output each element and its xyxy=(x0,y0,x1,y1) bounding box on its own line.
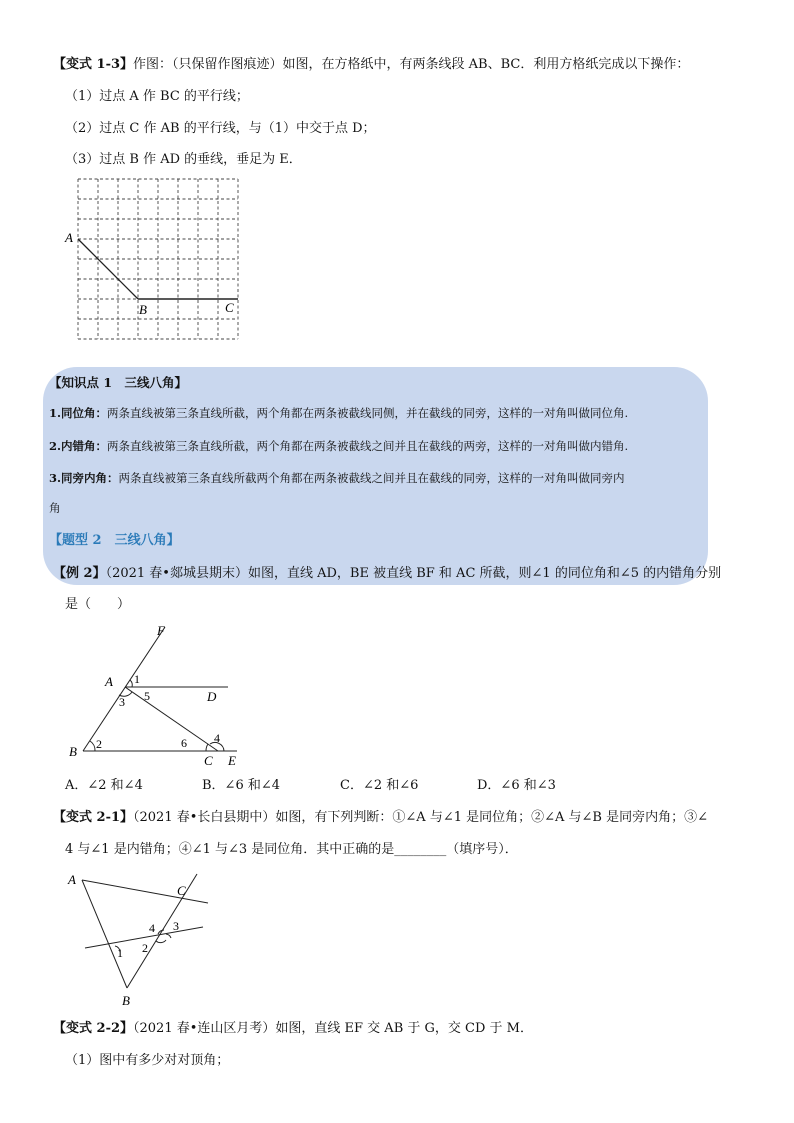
svg-text:C: C xyxy=(177,883,186,898)
svg-text:B: B xyxy=(69,744,77,759)
example-2-cont: 是（ ） xyxy=(65,597,131,612)
svg-text:A: A xyxy=(68,872,76,887)
svg-text:6: 6 xyxy=(181,736,187,750)
label-c: C xyxy=(225,300,234,315)
grid-figure xyxy=(60,175,250,345)
variant-2-2-question: 【变式 2-2】（2021 春•连山区月考）如图，直线 EF 交 AB 于 G，交 CD 于 M． xyxy=(53,1021,533,1036)
svg-text:5: 5 xyxy=(144,689,150,703)
option-b: B．∠6 和∠4 xyxy=(202,778,281,793)
option-a: A．∠2 和∠4 xyxy=(65,778,143,793)
svg-text:F: F xyxy=(157,623,165,638)
label-b: B xyxy=(139,302,147,317)
example-2-question: 【例 2】（2021 春•郯城县期末）如图，直线 AD，BE 被直线 BF 和 AC 所截，则∠1 的同位角和∠5 的内错角分别 xyxy=(53,566,722,581)
svg-text:1: 1 xyxy=(134,672,140,686)
question-text: 作图：（只保留作图痕迹）如图，在方格纸中，有两条线段 AB、BC．利用方格纸完成以下操作： xyxy=(133,57,690,72)
variant-1-3-question xyxy=(53,56,689,74)
variant-2-1-cont: 4 与∠1 是内错角；④∠1 与∠3 是同位角．其中正确的是________（填序号）． xyxy=(65,842,518,857)
step-2: （2）过点 C 作 AB 的平行线，与（1）中交于点 D； xyxy=(65,121,376,136)
svg-text:E: E xyxy=(228,753,236,768)
svg-text:2: 2 xyxy=(96,737,102,751)
svg-text:3: 3 xyxy=(173,919,179,933)
example-2-figure xyxy=(60,620,260,770)
svg-text:3: 3 xyxy=(119,695,125,709)
knowledge-item-3-cont: 角 xyxy=(49,501,61,515)
svg-text:D: D xyxy=(207,689,217,704)
segment-ab xyxy=(78,239,138,299)
svg-text:4: 4 xyxy=(214,731,220,745)
knowledge-item-2: 2.内错角：两条直线被第三条直线所截，两个角都在两条被截线之间并且在截线的两旁，这样的一对角叫做内错角. xyxy=(49,439,629,453)
svg-text:2: 2 xyxy=(142,941,148,955)
step-3: （3）过点 B 作 AD 的垂线，垂足为 E． xyxy=(65,152,302,167)
option-c: C．∠2 和∠6 xyxy=(340,778,419,793)
svg-text:C: C xyxy=(204,753,213,768)
svg-text:B: B xyxy=(122,993,130,1008)
knowledge-item-1: 1.同位角：两条直线被第三条直线所截，两个角都在两条被截线同侧，并在截线的同旁，这样的一对角叫做同位角. xyxy=(49,406,629,420)
variant-tag: 【变式 1-3】 xyxy=(53,57,134,72)
variant-2-2-q1: （1）图中有多少对对顶角； xyxy=(65,1053,230,1068)
knowledge-title: 【知识点 1 三线八角】 xyxy=(49,375,188,390)
svg-text:A: A xyxy=(105,674,113,689)
svg-text:4: 4 xyxy=(149,921,155,935)
label-a: A xyxy=(65,230,73,245)
variant-2-1-figure xyxy=(60,868,230,1013)
type-2-title: 【题型 2 三线八角】 xyxy=(49,533,180,548)
knowledge-item-3: 3.同旁内角：两条直线被第三条直线所截两个角都在两条被截线之间并且在截线的同旁，这样的一对角叫做同旁内 xyxy=(49,471,625,485)
option-d: D．∠6 和∠3 xyxy=(477,778,556,793)
svg-text:1: 1 xyxy=(117,946,123,960)
variant-2-1-question: 【变式 2-1】（2021 春•长白县期中）如图，有下列判断：①∠A 与∠1 是同位角；②∠A 与∠B 是同旁内角；③∠ xyxy=(53,810,708,825)
step-1: （1）过点 A 作 BC 的平行线； xyxy=(65,89,249,104)
